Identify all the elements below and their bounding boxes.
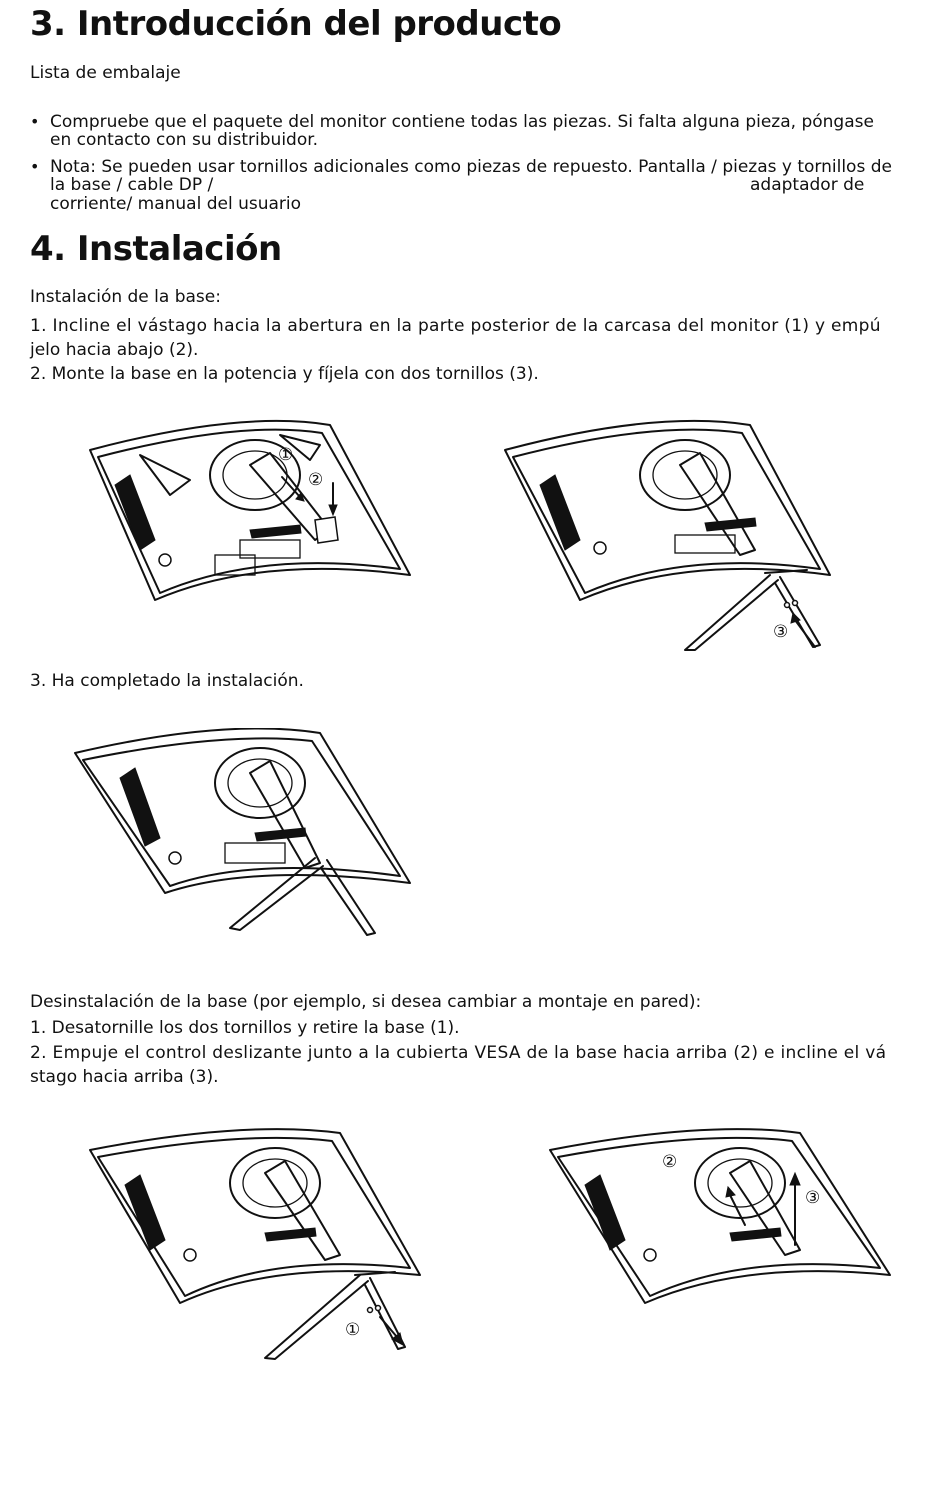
uninstall-step-2-cont: stago hacia arriba (3). xyxy=(30,1067,219,1087)
figure-insert-stem xyxy=(60,405,420,605)
figure-installation-complete xyxy=(65,728,420,943)
install-step-1: 1. Incline el vástago hacia la abertura en la parte posterior de la carcasa del monitor (1) y empú xyxy=(30,316,881,336)
install-step-3: 3. Ha completado la instalación. xyxy=(30,671,304,691)
monitor-back-slider-illustration xyxy=(545,1125,900,1310)
uninstall-step-1: 1. Desatornille los dos tornillos y retire la base (1). xyxy=(30,1018,460,1038)
bullet-text: adaptador de xyxy=(750,175,865,195)
packing-list-label: Lista de embalaje xyxy=(30,63,181,83)
bullet-text: corriente/ manual del usuario xyxy=(50,194,302,214)
figure-slide-tilt xyxy=(545,1125,900,1310)
monitor-assembled-illustration xyxy=(65,728,420,943)
figure-label-3: ③ xyxy=(773,622,789,642)
bullet-text: Compruebe que el paquete del monitor contiene todas las piezas. Si falta alguna pieza, póngase xyxy=(50,112,874,132)
monitor-back-illustration xyxy=(60,405,420,605)
uninstall-heading: Desinstalación de la base (por ejemplo, si desea cambiar a montaje en pared): xyxy=(30,992,702,1012)
figure-label-3: ③ xyxy=(805,1188,821,1208)
bullet-note xyxy=(30,157,940,217)
bullet-text: en contacto con su distribuidor. xyxy=(50,130,319,150)
bullet-icon: • xyxy=(30,112,40,131)
monitor-back-with-base-illustration xyxy=(495,405,845,655)
figure-label-2: ② xyxy=(662,1152,678,1172)
section-4-title: 4. Instalación xyxy=(30,229,282,269)
install-step-2: 2. Monte la base en la potencia y fíjela con dos tornillos (3). xyxy=(30,364,539,384)
figure-label-1: ① xyxy=(278,445,294,465)
bullet-text: la base / cable DP / xyxy=(50,175,214,195)
install-heading: Instalación de la base: xyxy=(30,287,221,307)
install-step-1-cont: jelo hacia abajo (2). xyxy=(30,340,199,360)
bullet-check-package xyxy=(30,112,940,152)
figure-label-2: ② xyxy=(308,470,324,490)
monitor-back-remove-base-illustration xyxy=(85,1125,430,1365)
figure-mount-base xyxy=(495,405,845,655)
bullet-icon: • xyxy=(30,157,40,176)
section-3-title: 3. Introducción del producto xyxy=(30,4,562,44)
figure-remove-screws xyxy=(85,1125,430,1365)
figure-label-1: ① xyxy=(345,1320,361,1340)
uninstall-step-2: 2. Empuje el control deslizante junto a la cubierta VESA de la base hacia arriba (2) e incline el vá xyxy=(30,1043,887,1063)
bullet-text: Nota: Se pueden usar tornillos adicionales como piezas de repuesto. Pantalla / piezas y tornillos de xyxy=(50,157,892,177)
